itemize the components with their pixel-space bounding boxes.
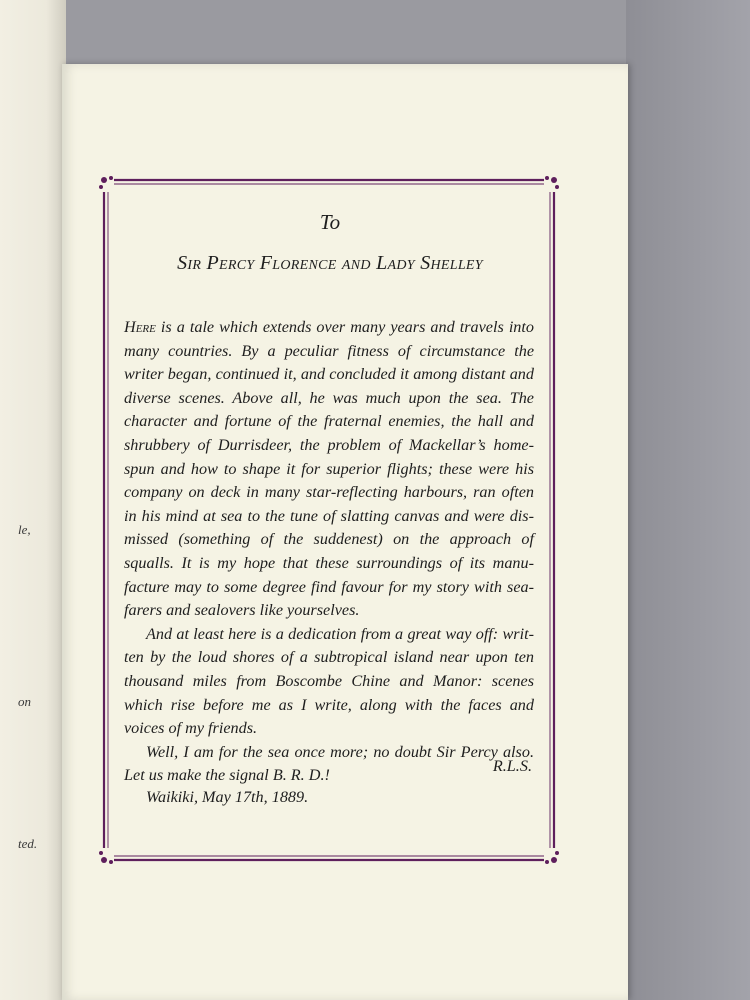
background-surface — [626, 0, 750, 1000]
facing-page-fragment: le, — [18, 522, 31, 537]
place-date: Waikiki, May 17th, 1889. — [146, 788, 309, 806]
dedication-paragraph — [124, 316, 534, 623]
dedication-body — [124, 316, 534, 788]
dedication-content — [120, 200, 540, 840]
dedication-paragraph: Well, I am for the sea once more; no doubt Sir Percy also. Let us make the signal B. R. D.! — [124, 742, 534, 785]
facing-page — [0, 0, 66, 1000]
dedication-paragraph: And at least here is a dedication from a great way off: writ-ten by the loud shores of a subtropical island near upon ten thousand miles from Boscombe Chine and Manor: scenes which rise before me as I write, along with the faces and voices of my friends. — [124, 624, 534, 738]
facing-page-fragment: ted. — [18, 836, 38, 851]
dedication-to: To — [319, 210, 341, 234]
paragraph-lead-word: Here — [124, 318, 156, 336]
paragraph-text: is a tale which extends over many years and travels into many countries. By a peculiar fitness of circumstance the writer began, continued it, and concluded it among distant and diverse scenes. Above all, he was much upon the sea. The character and fortune of the fraternal enemies, the hall and shrubbery of Durrisdeer, the problem of Mackellar’s home-spun and how to shape it for superior flights; these were his company on deck in many star-reflecting harbours, ran often in his mind at sea to the tune of slatting canvas and were dis-missed (something of the suddenest) on the approach of squalls. It is my hope that these surroundings of its manu-facture may to some degree find favour for my story with sea-farers and sealovers like yourselves. — [124, 318, 534, 620]
dedicatee-heading: Sir Percy Florence and Lady Shelley — [177, 252, 483, 274]
facing-page-fragment: on — [18, 694, 31, 709]
signature: R.L.S. — [492, 757, 532, 775]
